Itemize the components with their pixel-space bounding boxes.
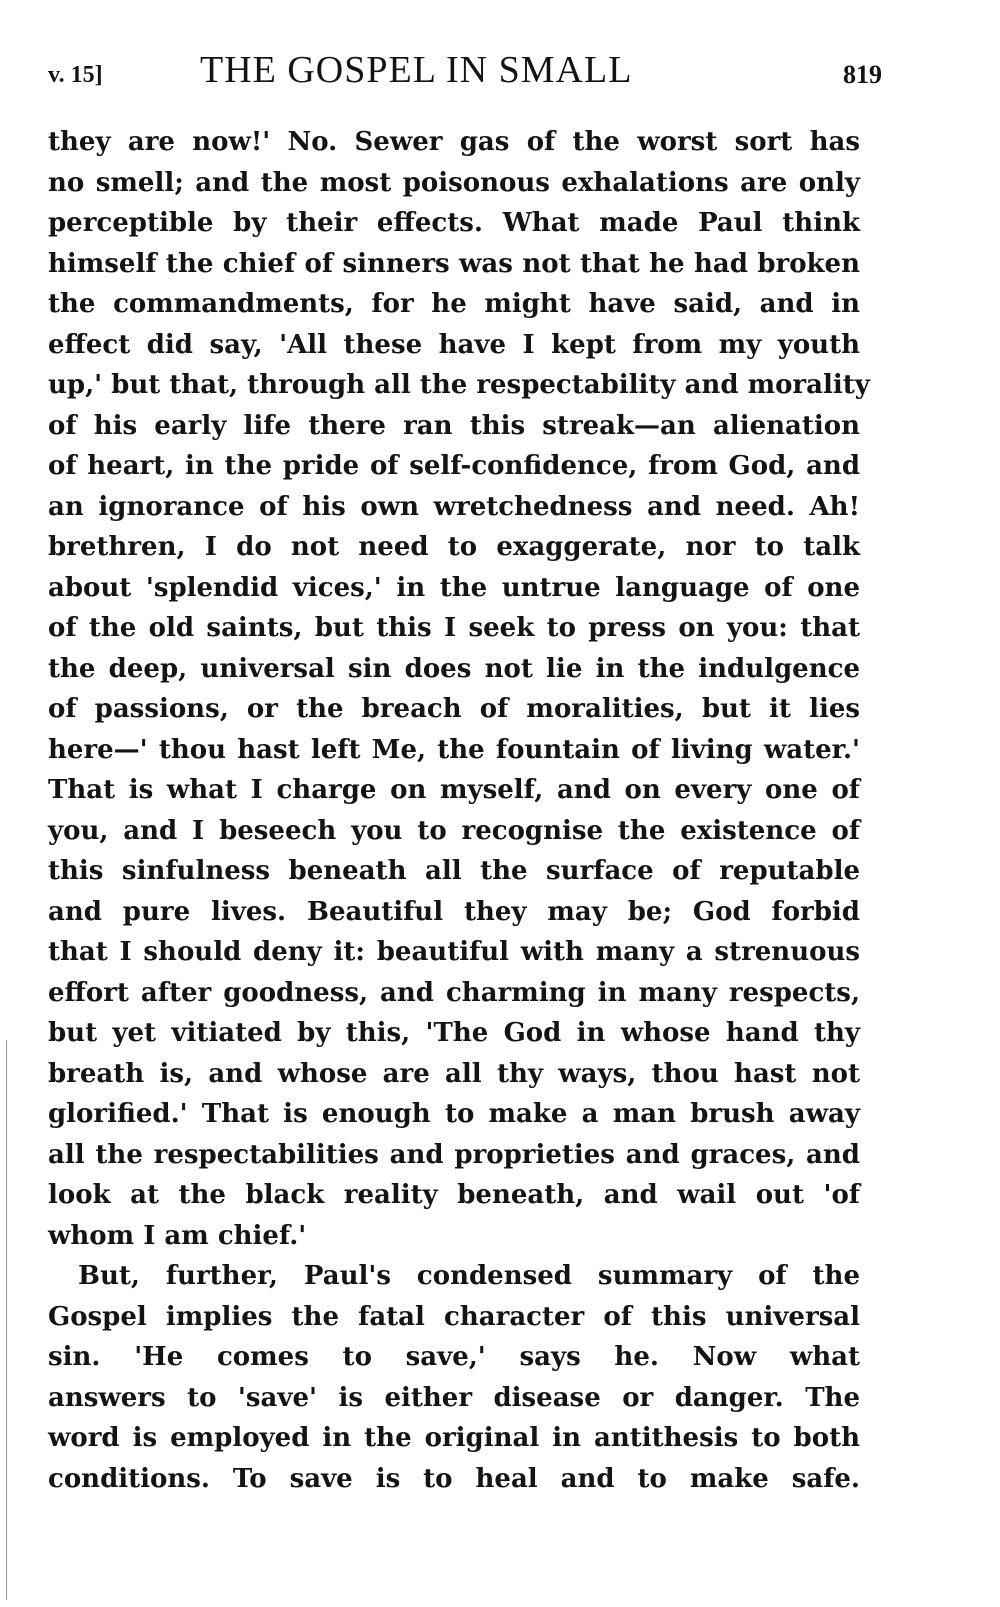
text-line: himself the chief of sinners was not that he had broken [48,248,860,279]
text-line: of his early life there ran this streak—an alienation [48,410,860,441]
page-number: 819 [843,60,882,89]
body-text [48,122,870,1499]
text-line: an ignorance of his own wretchedness and need. Ah! [48,491,860,522]
paragraph-start-line: But, further, Paul's condensed summary of the [78,1261,860,1291]
text-line: they are now!' No. Sewer gas of the worst sort has [48,127,860,157]
running-title: THE GOSPEL IN SMALL [200,49,633,91]
text-line: no smell; and the most poisonous exhalations are only [48,167,860,198]
text-line: here—' thou hast left Me, the fountain of living water.' [48,734,860,765]
book-page [48,48,882,1499]
text-line: up,' but that, through all the respectability and morality [48,370,870,400]
running-head [48,48,882,100]
text-line: of heart, in the pride of self-confidence, from God, and [48,451,860,481]
text-line: all the respectabilities and proprieties and graces, and [48,1139,860,1170]
text-line: That is what I charge on myself, and on every one of [48,775,860,805]
text-line: this sinfulness beneath all the surface of reputable [48,856,860,886]
scan-edge-line [6,1040,7,1600]
text-line: effect did say, 'All these have I kept from my youth [48,329,860,360]
verse-reference: v. 15] [48,62,103,88]
text-line: brethren, I do not need to exaggerate, nor to talk [48,532,860,562]
paragraph-end-line: whom I am chief.' [48,1220,307,1251]
text-line: that I should deny it: beautiful with many a strenuous [48,937,860,967]
text-line: the commandments, for he might have said, and in [48,289,860,319]
text-line: the deep, universal sin does not lie in the indulgence [48,653,860,684]
text-line: perceptible by their effects. What made Paul think [48,208,860,238]
text-line: word is employed in the original in antithesis to both [48,1423,860,1453]
text-line: glorified.' That is enough to make a man brush away [48,1099,860,1129]
text-line: and pure lives. Beautiful they may be; God forbid [48,896,860,927]
text-line: effort after goodness, and charming in many respects, [48,977,860,1008]
text-line: about 'splendid vices,' in the untrue language of one [48,572,860,603]
text-line: Gospel implies the fatal character of this universal [48,1301,860,1332]
text-line: breath is, and whose are all thy ways, thou hast not [48,1058,860,1089]
text-line: look at the black reality beneath, and wail out 'of [48,1180,860,1210]
text-line: of passions, or the breach of moralities, but it lies [48,694,860,724]
text-line: of the old saints, but this I seek to press on you: that [48,613,860,643]
text-line: conditions. To save is to heal and to make safe. [48,1463,860,1494]
text-line: but yet vitiated by this, 'The God in whose hand thy [48,1018,860,1048]
text-line: answers to 'save' is either disease or danger. The [48,1382,860,1413]
text-line: sin. 'He comes to save,' says he. Now what [48,1342,860,1372]
text-line: you, and I beseech you to recognise the existence of [48,815,860,846]
